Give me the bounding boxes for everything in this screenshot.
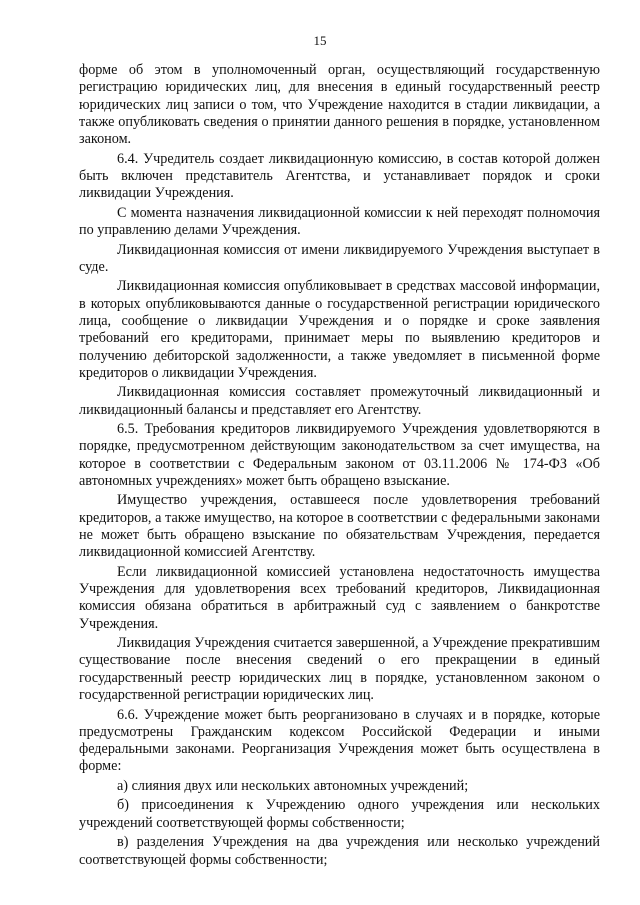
paragraph-liquidation-completed: Ликвидация Учреждения считается завершенной, а Учреждение прекратившим существование после внесения сведений о его прекращении в единый государственный реестр юридических лиц в порядке, установленном законом о государственной регистрации юридических лиц. [79, 635, 600, 704]
paragraph-6-6: 6.6. Учреждение может быть реорганизовано в случаях и в порядке, которые предусмотрены Гражданским кодексом Российской Федерации и иными федеральными законами. Реорганизация Учреждения может быть осуществлена в форме: [79, 706, 600, 775]
page-number: 15 [313, 33, 327, 48]
paragraph-6-4: 6.4. Учредитель создает ликвидационную комиссию, в состав которой должен быть включен представитель Агентства, и устанавливает порядок и сроки ликвидации Учреждения. [79, 150, 600, 202]
paragraph-commission-powers: С момента назначения ликвидационной комиссии к ней переходят полномочия по управлению делами Учреждения. [79, 204, 600, 239]
paragraph-6-5: 6.5. Требования кредиторов ликвидируемого Учреждения удовлетворяются в порядке, предусмотренном действующим законодательством за счет имущества, на которое в соответствии с Федеральным законом от 03.11.2006 № 174-ФЗ «Об автономных учреждениях» может быть обращено взыскание. [79, 421, 600, 489]
paragraph-insufficiency: Если ликвидационной комиссией установлена недостаточность имущества Учреждения для удовлетворения всех требований кредиторов, Ликвидационная комиссия обязана обратиться в арбитражный суд с заявлением о банкротстве Учреждения. [79, 563, 600, 632]
list-item-v: в) разделения Учреждения на два учреждения или несколько учреждений соответствующей формы собственности; [79, 834, 600, 868]
list-item-a: а) слияния двух или нескольких автономных учреждений; [117, 777, 469, 794]
paragraph-remaining-property: Имущество учреждения, оставшееся после удовлетворения требований кредиторов, а также имущество, на которое в соответствии с федеральными законами не может быть обращено взыскание по обязательствам Учреждения, передается ликвидационной комиссией Агентству. [79, 492, 600, 561]
paragraph-liquidation-notice: форме об этом в уполномоченный орган, осуществляющий государственную регистрацию юридических лиц, для внесения в единый государственный реестр юридических лиц записи о том, что Учреждение находится в стадии ликвидации, а также опубликовать сведения о принятии данного решения в порядке, установленном законом. [79, 62, 600, 148]
document-body [79, 62, 600, 871]
paragraph-commission-balances: Ликвидационная комиссия составляет промежуточный ликвидационный и ликвидационный балансы и представляет его Агентству. [79, 384, 600, 418]
list-item-b: б) присоединения к Учреждению одного учреждения или нескольких учреждений соответствующей формы собственности; [79, 797, 600, 831]
paragraph-commission-court: Ликвидационная комиссия от имени ликвидируемого Учреждения выступает в суде. [79, 241, 600, 275]
paragraph-commission-publishes: Ликвидационная комиссия опубликовывает в средствах массовой информации, в которых опубликовываются данные о государственной регистрации юридического лица, сообщение о ликвидации Учреждения и о порядке и сроке заявления требований его кредиторами, принимает меры по выявлению кредиторов и получению дебиторской задолженности, а также уведомляет в письменной форме кредиторов о ликвидации Учреждения. [79, 278, 600, 381]
